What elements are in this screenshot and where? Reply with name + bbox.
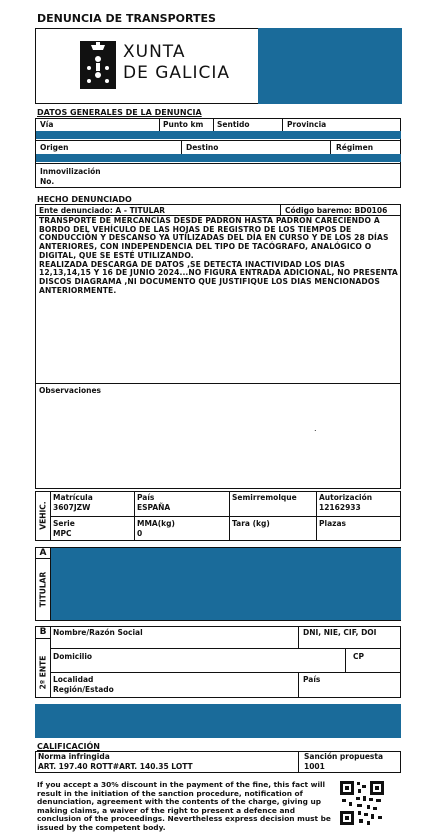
- inmovilizacion-label: Inmovilización: [40, 167, 101, 176]
- mid-redaction: [35, 704, 401, 738]
- footer-text: If you accept a 30% discount in the payment of the fine, this fact will result in the initiation of the sanction procedure, notification of denunciation, agreement with the contents of the charge, giving up making claims, a waiver of the right to present a defence and conclusion of the proceedings. Nevertheless express decision must be issued by the competent body.: [37, 780, 331, 832]
- via-label: Vía: [40, 120, 54, 129]
- tara-label: Tara (kg): [232, 519, 270, 528]
- crest-icon: [80, 41, 116, 89]
- document-title: DENUNCIA DE TRANSPORTES: [37, 12, 216, 25]
- pais-label: País: [137, 493, 155, 502]
- titular-redaction: [51, 548, 401, 620]
- sentido-label: Sentido: [217, 120, 250, 129]
- cp-label: CP: [353, 652, 365, 661]
- datos-row2-redaction: [36, 154, 401, 162]
- provincia-label: Provincia: [287, 120, 327, 129]
- xunta-logo: [80, 41, 116, 89]
- matricula-label: Matrícula: [53, 493, 93, 502]
- datos-row1-redaction: [36, 131, 401, 139]
- dni-label: DNI, NIE, CIF, DOI: [303, 628, 377, 637]
- sancion-value: 1001: [304, 762, 325, 771]
- serie-value: MPC: [53, 529, 72, 538]
- hecho-title: HECHO DENUNCIADO: [37, 195, 132, 204]
- calificacion-title: CALIFICACIÓN: [37, 742, 100, 751]
- nombre-label: Nombre/Razón Social: [53, 628, 143, 637]
- pais-value: ESPAÑA: [137, 503, 171, 512]
- regimen-label: Régimen: [336, 143, 374, 152]
- mma-label: MMA(kg): [137, 519, 175, 528]
- autorizacion-label: Autorización: [319, 493, 373, 502]
- semirremolque-label: Semirremolque: [232, 493, 297, 502]
- destino-label: Destino: [186, 143, 219, 152]
- ente-denunciado: Ente denunciado: A - TITULAR: [39, 206, 166, 215]
- titular-letter: A: [35, 547, 51, 559]
- matricula-value: 3607JZW: [53, 503, 91, 512]
- origen-label: Origen: [40, 143, 69, 152]
- segundo-ente-letter: B: [35, 626, 51, 639]
- brand-line2: DE GALICIA: [123, 63, 231, 83]
- qr-code: [340, 781, 384, 827]
- sancion-label: Sanción propuesta: [304, 752, 384, 761]
- hecho-text: TRANSPORTE DE MERCANCÍAS DESDE PADRON HASTA PADRON CARECIENDO A BORDO DEL VEHÍCULO DE LAS HOJAS DE REGISTRO DE LOS TIEMPOS DE CONDUCCIÓN Y DESCANSO YA UTILIZADAS DEL DÍA EN CURSO Y DE LOS 28 DÍAS ANTERIORES, CON INDEPENDENCIA DEL TIPO DE TACÓGRAFO, ANALÓGICO O DIGITAL, QUE SE ESTÉ UTILIZANDO. REALIZADA DESCARGA DE DATOS ,SE DETECTA INACTIVIDAD LOS DIAS 12,13,14,15 Y 16 DE JUNIO 2024...NO FIGURA ENTRADA ADICIONAL, NO PRESENTA DISCOS DIAGRAMA ,NI DOCUMENTO QUE JUSTIFIQUE LOS DIAS MENCIONADOS ANTERIORMENTE.: [39, 216, 398, 295]
- observaciones-label: Observaciones: [39, 386, 102, 395]
- datos-generales-title: DATOS GENERALES DE LA DENUNCIA: [37, 108, 202, 117]
- punto-km-label: Punto km: [163, 120, 204, 129]
- serie-label: Serie: [53, 519, 75, 528]
- region-label: Región/Estado: [53, 685, 114, 694]
- domicilio-label: Domicilio: [53, 652, 93, 661]
- mma-value: 0: [137, 529, 143, 538]
- observaciones-mark: .: [314, 424, 317, 433]
- brand-line1: XUNTA: [123, 42, 186, 62]
- localidad-label: Localidad: [53, 675, 94, 684]
- segundo-ente-side-label: 2º ENTE: [38, 655, 48, 690]
- norma-label: Norma infringida: [38, 752, 110, 761]
- no-label: No.: [40, 177, 55, 186]
- header-redaction: [258, 28, 402, 104]
- titular-side-label: TITULAR: [38, 571, 48, 608]
- plazas-label: Plazas: [319, 519, 347, 528]
- pais-2-label: País: [303, 675, 321, 684]
- autorizacion-value: 12162933: [319, 503, 361, 512]
- norma-value: ART. 197.40 ROTT#ART. 140.35 LOTT: [38, 762, 193, 771]
- codigo-baremo: Código baremo: BD0106: [285, 206, 388, 215]
- vehiculo-side-label: VEHIC.: [38, 501, 48, 530]
- qr-code-icon: [340, 781, 384, 827]
